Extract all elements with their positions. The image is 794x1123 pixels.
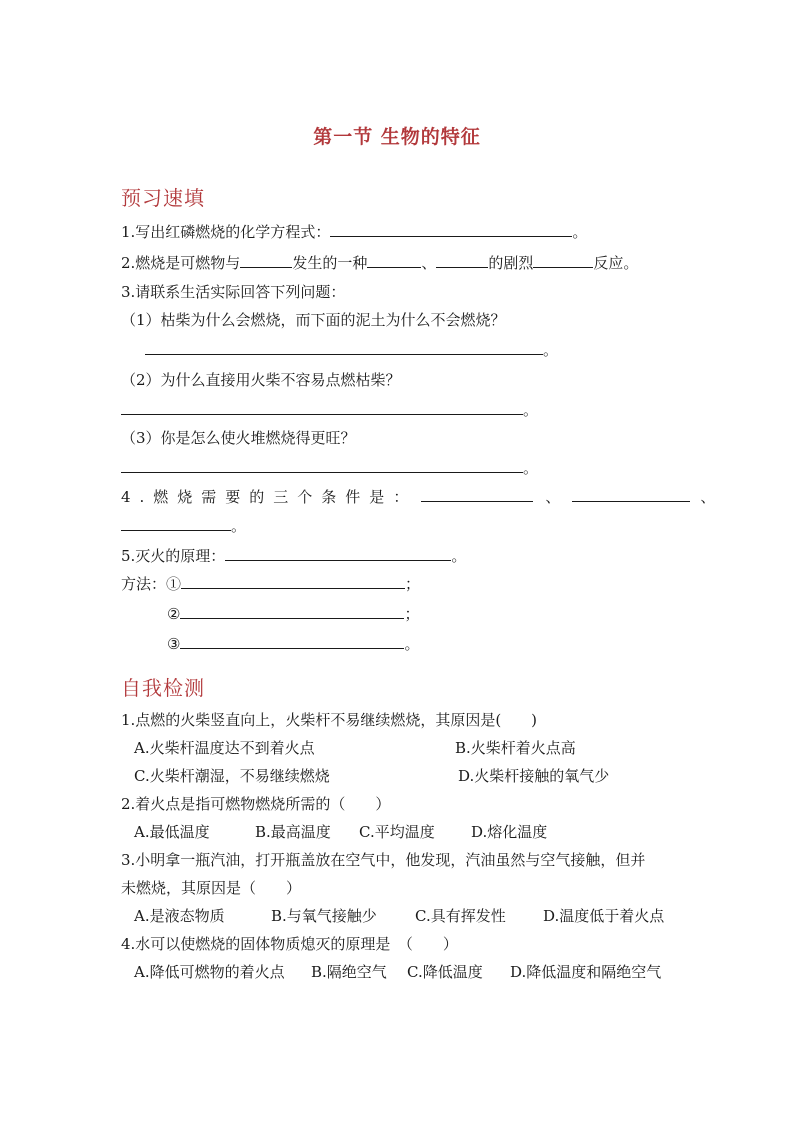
check-question-1: 1.点燃的火柴竖直向上，火柴杆不易继续燃烧，其原因是( )	[121, 711, 538, 729]
preview-subquestion-3: （3）你是怎么使火堆燃烧得更旺？	[121, 429, 356, 447]
preview-question-4: 4.燃烧需要的三个条件是： 、 、	[121, 488, 716, 506]
preview-subquestion-1: （1）枯柴为什么会燃烧，而下面的泥土为什么不会燃烧？	[121, 311, 506, 329]
answer-blank[interactable]	[421, 487, 533, 502]
answer-blank[interactable]	[533, 253, 593, 268]
option-a[interactable]: A.最低温度	[134, 823, 210, 841]
option-c[interactable]: C.具有挥发性	[415, 907, 506, 925]
question-text: 1.写出红磷燃烧的化学方程式：	[121, 223, 331, 241]
check-question-2: 2.着火点是指可燃物燃烧所需的（ ）	[121, 795, 391, 813]
answer-blank[interactable]	[436, 253, 488, 268]
preview-question-3: 3.请联系生活实际回答下列问题：	[121, 283, 346, 301]
check-question-4: 4.水可以使燃烧的固体物质熄灭的原理是 （ ）	[121, 935, 458, 953]
answer-blank[interactable]	[180, 634, 404, 649]
answer-blank[interactable]	[121, 516, 231, 531]
method-line-2: ② ；	[167, 605, 420, 623]
option-b[interactable]: B.火柴杆着火点高	[455, 739, 576, 757]
section-heading-check: 自我检测	[121, 676, 205, 700]
check-question-3-cont: 未燃烧，其原因是（ ）	[121, 879, 302, 897]
preview-question-1: 1.写出红磷燃烧的化学方程式： 。	[121, 223, 588, 241]
option-b[interactable]: B.隔绝空气	[311, 963, 387, 981]
answer-blank[interactable]	[225, 546, 451, 561]
answer-blank[interactable]	[121, 400, 523, 415]
answer-blank[interactable]	[145, 340, 543, 355]
option-c[interactable]: C.降低温度	[407, 963, 483, 981]
answer-blank[interactable]	[181, 574, 405, 589]
option-a[interactable]: A.火柴杆温度达不到着火点	[134, 739, 315, 757]
option-c[interactable]: C.火柴杆潮湿，不易继续燃烧	[134, 767, 330, 785]
preview-subquestion-2: （2）为什么直接用火柴不容易点燃枯柴？	[121, 371, 401, 389]
page-title: 第一节 生物的特征	[313, 126, 481, 148]
answer-blank[interactable]	[367, 253, 421, 268]
check-question-3: 3.小明拿一瓶汽油，打开瓶盖放在空气中，他发现，汽油虽然与空气接触，但并	[121, 851, 646, 869]
option-d[interactable]: D.降低温度和隔绝空气	[510, 963, 662, 981]
method-line-3: ③ 。	[167, 635, 420, 653]
option-a[interactable]: A.是液态物质	[134, 907, 225, 925]
option-d[interactable]: D.温度低于着火点	[543, 907, 665, 925]
section-heading-preview: 预习速填	[121, 186, 205, 210]
option-b[interactable]: B.与氧气接触少	[271, 907, 377, 925]
answer-line-1: 。	[145, 340, 558, 360]
answer-line-3: 。	[121, 458, 538, 478]
option-c[interactable]: C.平均温度	[359, 823, 435, 841]
method-line-1: 方法：① ；	[121, 575, 421, 593]
answer-blank[interactable]	[330, 222, 572, 237]
option-b[interactable]: B.最高温度	[255, 823, 331, 841]
preview-question-4-cont: 。	[121, 516, 246, 536]
option-d[interactable]: D.火柴杆接触的氧气少	[458, 767, 610, 785]
answer-line-2: 。	[121, 400, 538, 420]
preview-question-5: 5.灭火的原理： 。	[121, 547, 467, 565]
answer-blank[interactable]	[180, 604, 404, 619]
answer-blank[interactable]	[240, 253, 292, 268]
option-d[interactable]: D.熔化温度	[471, 823, 548, 841]
answer-blank[interactable]	[572, 487, 690, 502]
answer-blank[interactable]	[121, 458, 523, 473]
preview-question-2: 2.燃烧是可燃物与 发生的一种 、 的剧烈 反应。	[121, 254, 639, 272]
option-a[interactable]: A.降低可燃物的着火点	[134, 963, 285, 981]
